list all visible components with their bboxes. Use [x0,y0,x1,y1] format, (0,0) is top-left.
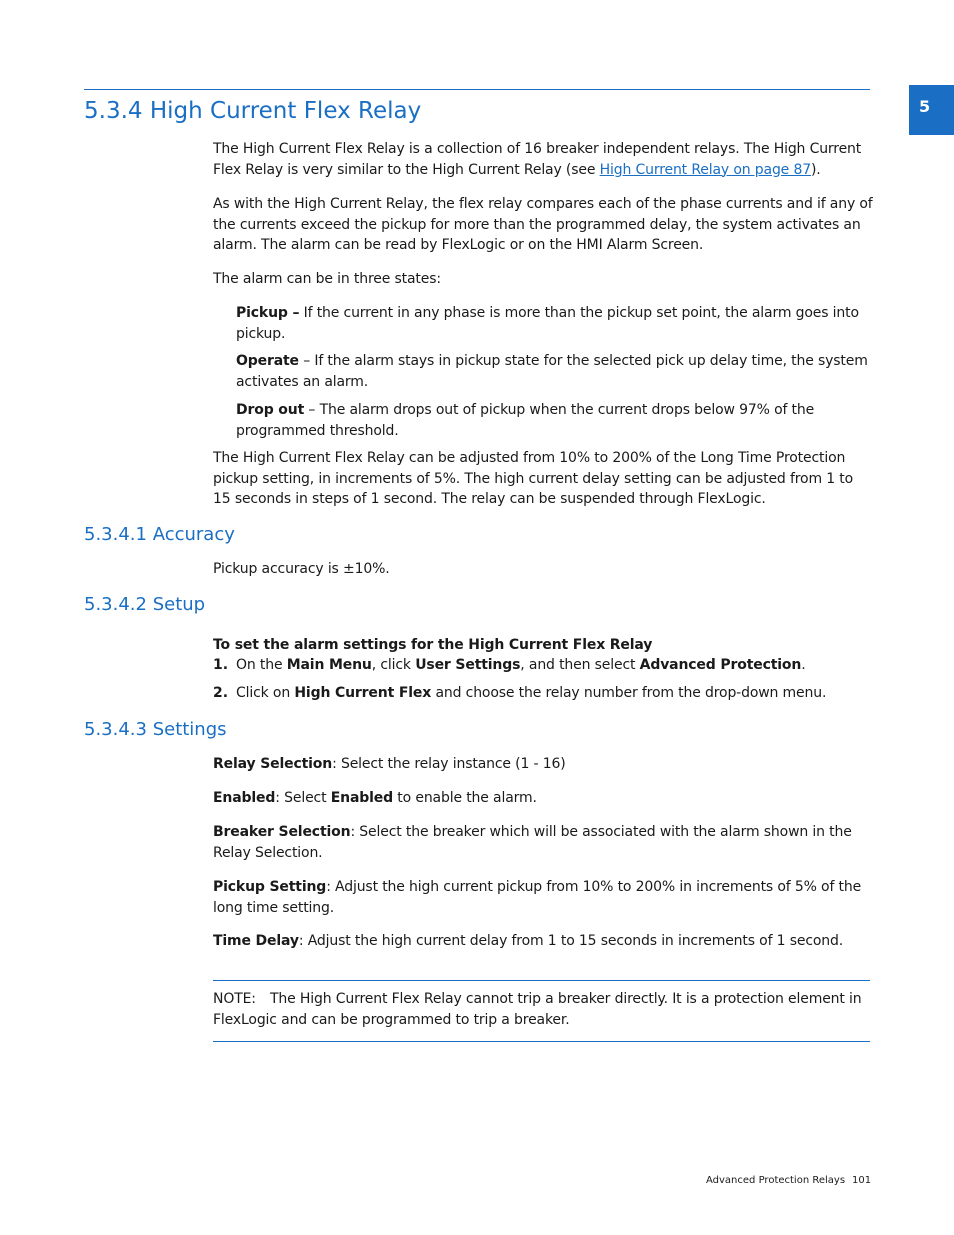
chapter-tab [909,85,954,135]
step-2-text: Click on High Current Flex and choose the relay number from the drop-down menu. [236,685,827,701]
step-2-number: 2. [213,685,229,701]
state-pickup: Pickup – If the current in any phase is more than the pickup set point, the alarm goes into pickup. [236,305,859,342]
setting-pickup: Pickup Setting: Adjust the high current pickup from 10% to 200% in increments of 5% of the long time setting. [213,879,862,916]
note-bottom-rule [213,1041,870,1042]
procedure-title: To set the alarm settings for the High Current Flex Relay [213,637,653,653]
section-title: 5.3.4 High Current Flex Relay [84,98,422,124]
state-operate: Operate – If the alarm stays in pickup state for the selected pick up delay time, the system activates an alarm. [236,353,868,390]
setting-time-delay: Time Delay: Adjust the high current delay from 1 to 15 seconds in increments of 1 second. [213,933,844,949]
setting-relay-selection: Relay Selection: Select the relay instance (1 - 16) [213,756,566,772]
high-current-relay-link[interactable]: High Current Relay on page 87 [599,161,811,178]
intro-paragraph-2: As with the High Current Relay, the flex relay compares each of the phase currents and if any of the currents exceed the pickup for more than the programmed delay, the system activates an alarm. The alarm can be read by FlexLogic or on the HMI Alarm Screen. [213,196,873,253]
step-1-number: 1. [213,657,229,673]
range-paragraph: The High Current Flex Relay can be adjusted from 10% to 200% of the Long Time Protection pickup setting, in increments of 5%. The high current delay setting can be adjusted from 1 to 15 seconds in steps of 1 second. The relay can be suspended through FlexLogic. [213,450,854,507]
footer-page-number: 101 [852,1175,872,1186]
note-label: NOTE: [213,991,256,1007]
chapter-number: 5 [919,97,931,116]
states-intro: The alarm can be in three states: [213,271,441,287]
note-text: The High Current Flex Relay cannot trip a breaker directly. It is a protection element in FlexLogic and can be programmed to trip a breaker. [213,991,862,1028]
accuracy-text: Pickup accuracy is ±10%. [213,561,390,577]
step-1-text: On the Main Menu, click User Settings, and then select Advanced Protection. [236,657,806,673]
accuracy-heading: 5.3.4.1 Accuracy [84,524,235,545]
intro-paragraph-1: The High Current Flex Relay is a collection of 16 breaker independent relays. The High Current Flex Relay is very similar to the High Current Relay (see High Current Relay on page 87). [213,141,862,178]
setting-breaker-selection: Breaker Selection: Select the breaker which will be associated with the alarm shown in the Relay Selection. [213,824,852,861]
note-top-rule [213,980,870,981]
note-block [213,989,873,1030]
state-drop-out: Drop out – The alarm drops out of pickup when the current drops below 97% of the programmed threshold. [236,402,815,439]
header-rule [84,89,870,90]
setup-heading: 5.3.4.2 Setup [84,594,206,615]
footer-title: Advanced Protection Relays [706,1175,846,1186]
settings-heading: 5.3.4.3 Settings [84,719,227,740]
setting-enabled: Enabled: Select Enabled to enable the alarm. [213,790,537,806]
